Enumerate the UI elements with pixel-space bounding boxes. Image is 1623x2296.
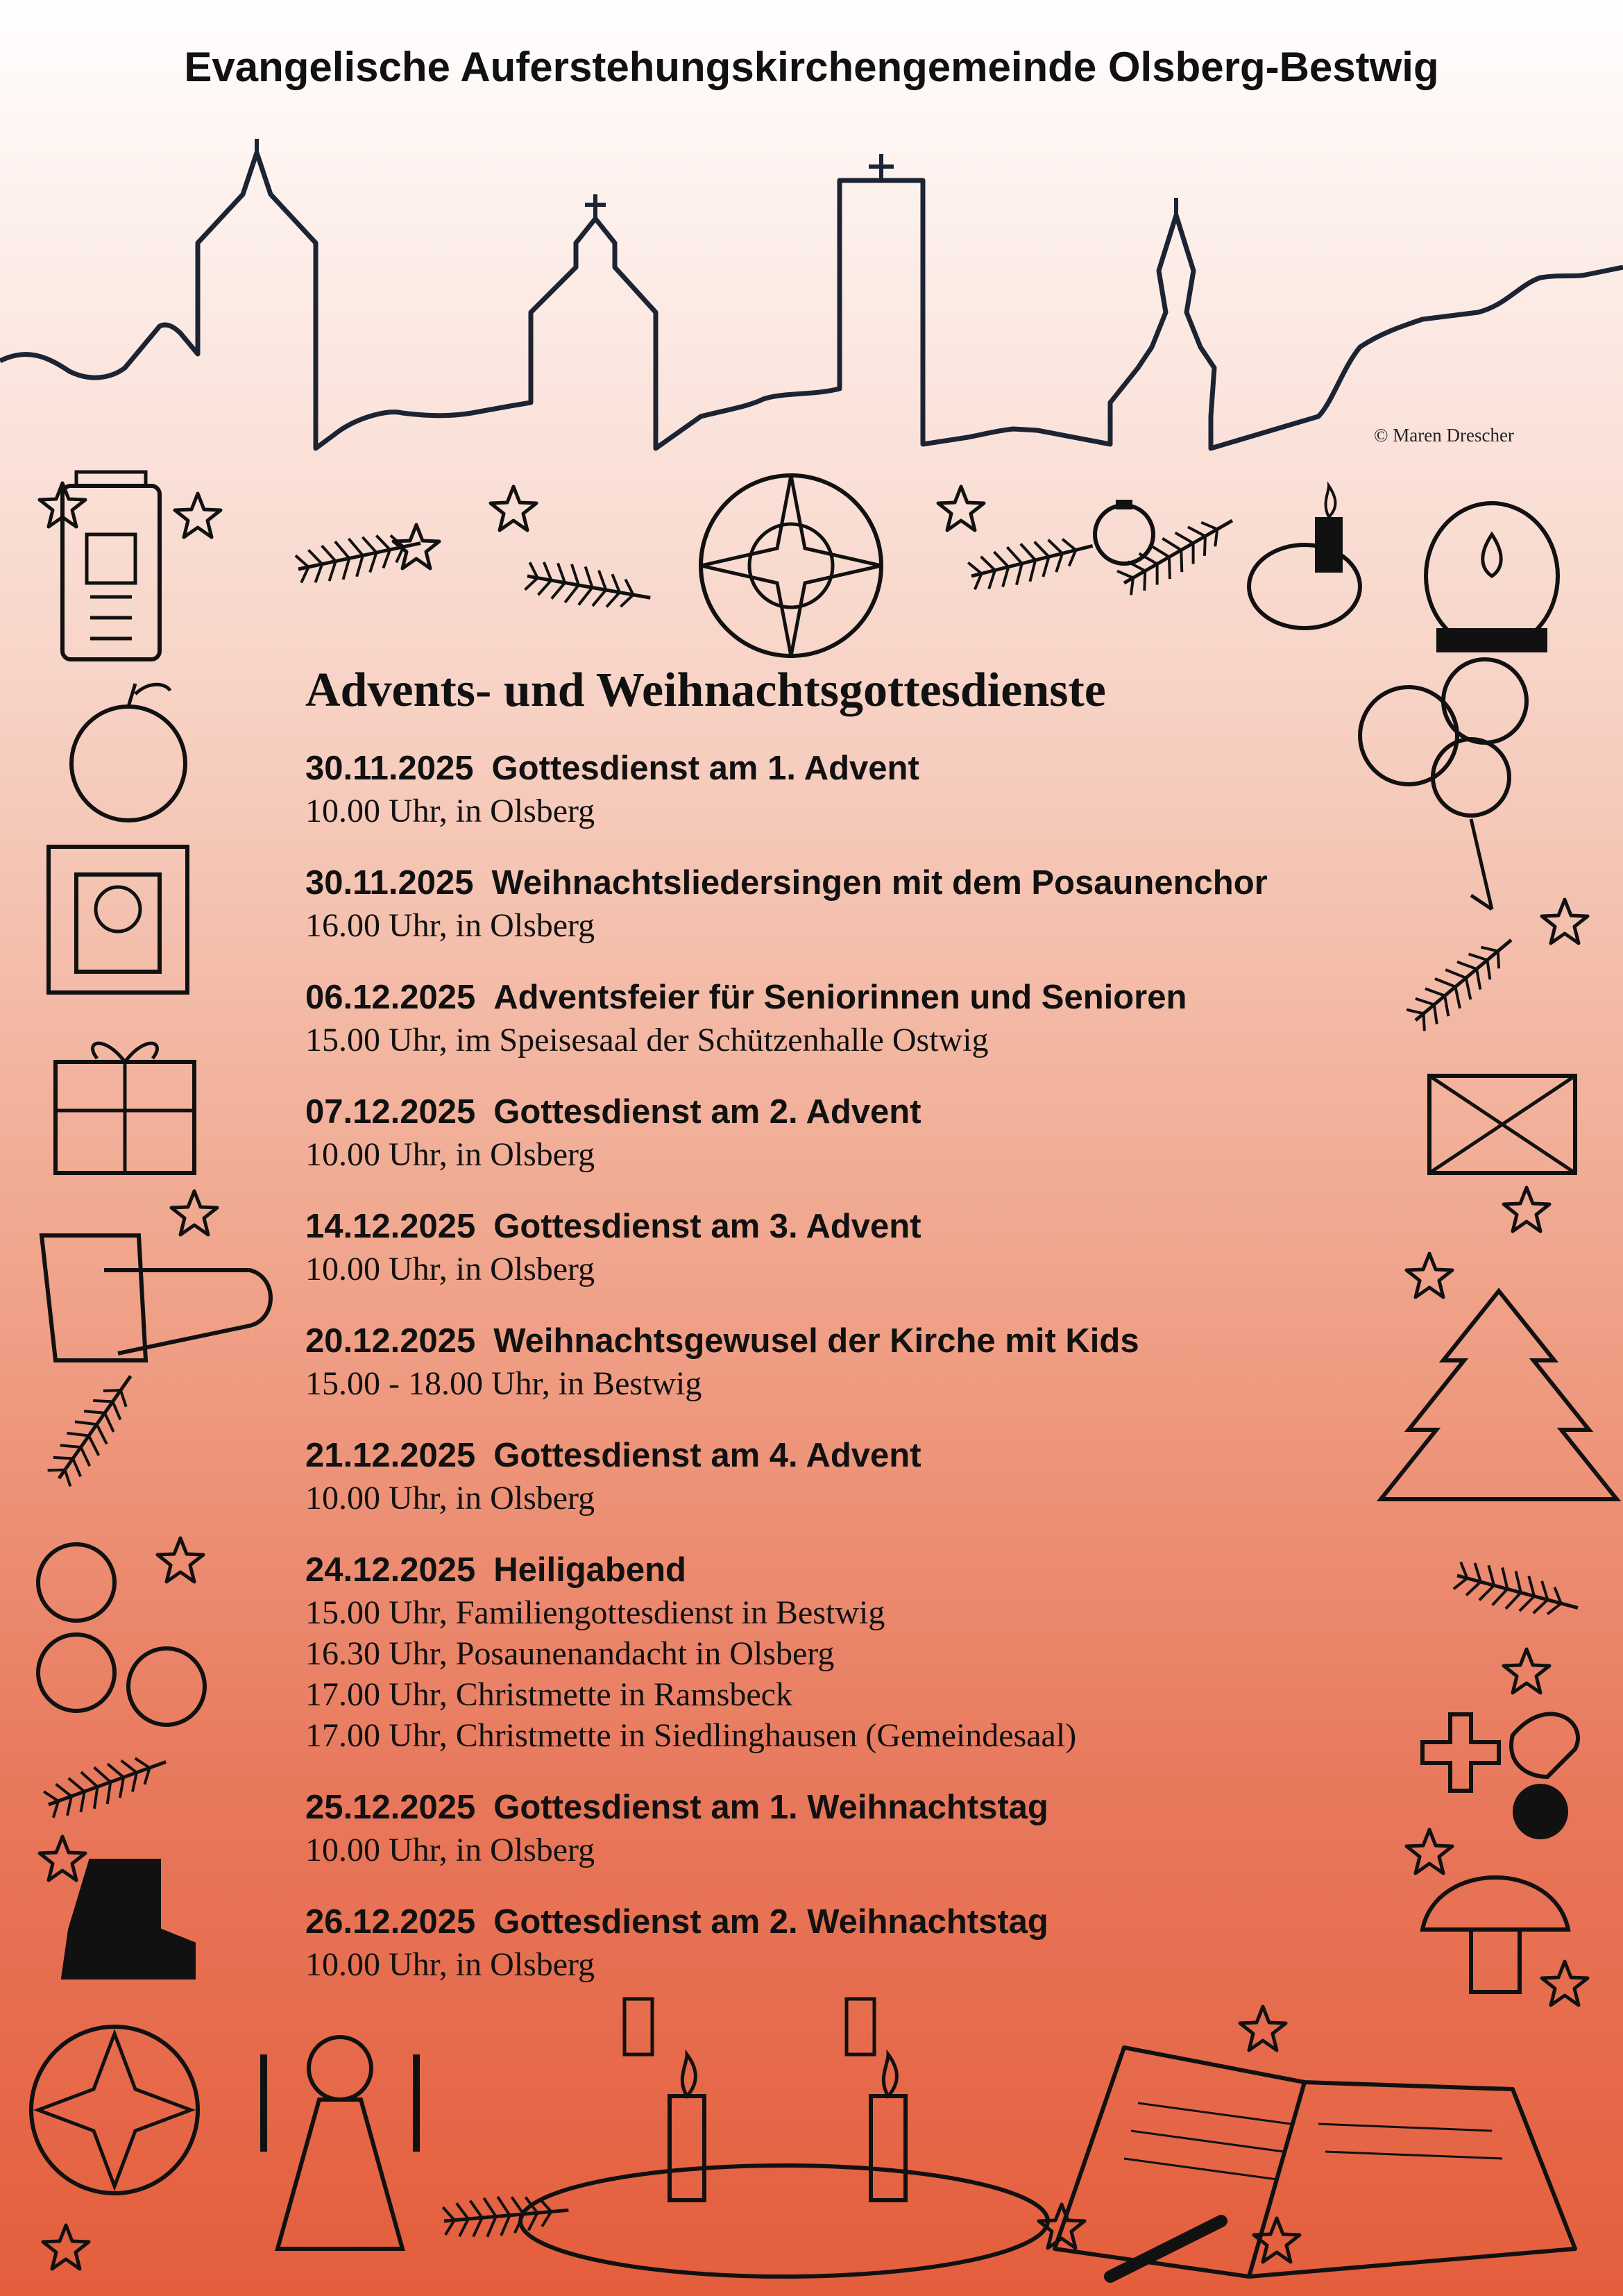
star-icon — [171, 1191, 217, 1235]
schedule-title: Advents- und Weihnachtsgottesdienste — [305, 664, 1106, 717]
event-heading — [305, 1548, 1416, 1592]
star-icon — [1504, 1188, 1549, 1231]
advent-wreath-icon — [520, 1999, 1048, 2277]
event-time-location: 10.00 Uhr, in Olsberg — [305, 1136, 595, 1173]
mushroom-icon — [1422, 1877, 1568, 1992]
event-date: 14.12.2025 — [305, 1208, 476, 1245]
fir-branch-icon — [524, 557, 654, 616]
star-icon — [158, 1538, 203, 1582]
candle-icon — [1249, 486, 1360, 628]
event-time-location: 15.00 Uhr, Familiengottesdienst in Bestwig — [305, 1594, 885, 1631]
event-name: Gottesdienst am 2. Weihnachtstag — [493, 1903, 1048, 1941]
star-icon — [938, 487, 984, 530]
star-icon — [43, 2225, 89, 2269]
event-item — [305, 1785, 1416, 1871]
event-date: 07.12.2025 — [305, 1093, 476, 1131]
event-date: 21.12.2025 — [305, 1437, 476, 1474]
event-heading — [305, 746, 1416, 791]
fir-branch-icon — [1403, 925, 1524, 1036]
event-date: 30.11.2025 — [305, 750, 474, 787]
event-date: 30.11.2025 — [305, 864, 474, 902]
star-medallion-icon — [701, 475, 881, 656]
fir-branch-icon — [43, 1365, 146, 1489]
event-date: 06.12.2025 — [305, 979, 476, 1016]
service-schedule — [305, 663, 1416, 2014]
star-icon — [1254, 2218, 1300, 2262]
event-name: Gottesdienst am 4. Advent — [493, 1437, 921, 1474]
fir-branch-icon — [1114, 504, 1242, 600]
fir-branch-icon — [967, 527, 1097, 595]
star-icon — [1039, 2204, 1085, 2248]
star-medallion-icon — [31, 2027, 198, 2193]
event-name: Gottesdienst am 3. Advent — [493, 1208, 921, 1245]
event-name: Adventsfeier für Seniorinnen und Senioren — [493, 979, 1187, 1016]
event-item — [305, 861, 1416, 946]
event-heading — [305, 1900, 1416, 1944]
copyright-credit: © Maren Drescher — [1374, 425, 1514, 446]
fir-branch-icon — [42, 1744, 172, 1823]
star-icon — [40, 1837, 85, 1880]
event-name: Gottesdienst am 1. Advent — [491, 750, 919, 787]
event-heading — [305, 1785, 1416, 1830]
event-item — [305, 1433, 1416, 1519]
star-icon — [175, 493, 221, 537]
event-heading — [305, 861, 1416, 905]
nutcracker-icon — [62, 472, 160, 659]
event-date: 26.12.2025 — [305, 1903, 476, 1941]
event-time-location: 10.00 Uhr, in Olsberg — [305, 1946, 595, 1983]
event-time-location: 17.00 Uhr, Christmette in Siedlinghausen (Gemeindesaal) — [305, 1717, 1077, 1754]
songbook-icon — [1055, 2048, 1575, 2277]
star-icon — [393, 525, 439, 568]
event-list — [305, 746, 1416, 1985]
gift-icon — [1429, 1076, 1575, 1173]
star-icon — [1504, 1649, 1549, 1693]
event-heading — [305, 975, 1416, 1020]
star-icon — [1542, 1961, 1588, 2005]
event-time-location: 10.00 Uhr, in Olsberg — [305, 1480, 595, 1517]
star-icon — [491, 487, 536, 530]
event-item — [305, 746, 1416, 832]
event-item — [305, 1090, 1416, 1175]
fir-branch-icon — [443, 2191, 570, 2240]
event-heading — [305, 1204, 1416, 1249]
event-name: Heiligabend — [493, 1551, 686, 1589]
bauble-icon — [1095, 500, 1153, 564]
event-date: 20.12.2025 — [305, 1322, 476, 1360]
event-name: Gottesdienst am 2. Advent — [493, 1093, 921, 1131]
event-heading — [305, 1090, 1416, 1134]
event-item — [305, 975, 1416, 1061]
event-time-location: 10.00 Uhr, in Olsberg — [305, 1251, 595, 1288]
cookie-icon — [1422, 1714, 1578, 1839]
event-item — [305, 1204, 1416, 1290]
page-title: Evangelische Auferstehungskirchengemeinde Olsberg-Bestwig — [184, 44, 1439, 90]
apple-icon — [71, 684, 185, 820]
boot-icon — [62, 1860, 194, 1978]
angel-icon — [264, 2037, 416, 2249]
event-name: Weihnachtsliedersingen mit dem Posaunenchor — [491, 864, 1268, 902]
event-time-location: 15.00 Uhr, im Speisesaal der Schützenhalle Ostwig — [305, 1022, 989, 1058]
event-time-location: 10.00 Uhr, in Olsberg — [305, 1832, 595, 1868]
lantern-icon — [1426, 503, 1558, 652]
star-icon — [1542, 900, 1588, 943]
bauble-icon — [38, 1544, 205, 1725]
event-time-location: 16.00 Uhr, in Olsberg — [305, 907, 595, 944]
fir-branch-icon — [1452, 1557, 1583, 1627]
fir-branch-icon — [294, 524, 425, 588]
event-date: 24.12.2025 — [305, 1551, 476, 1589]
event-item — [305, 1548, 1416, 1756]
event-item — [305, 1319, 1416, 1404]
gift-icon — [56, 1043, 194, 1173]
church-skyline-drawing — [0, 139, 1623, 458]
event-time-location: 10.00 Uhr, in Olsberg — [305, 793, 595, 829]
event-name: Gottesdienst am 1. Weihnachtstag — [493, 1789, 1048, 1826]
lantern-icon — [49, 847, 187, 993]
event-name: Weihnachtsgewusel der Kirche mit Kids — [493, 1322, 1139, 1360]
event-date: 25.12.2025 — [305, 1789, 476, 1826]
star-icon — [40, 483, 85, 527]
event-heading — [305, 1433, 1416, 1478]
event-time-location: 16.30 Uhr, Posaunenandacht in Olsberg — [305, 1635, 835, 1672]
event-time-location: 17.00 Uhr, Christmette in Ramsbeck — [305, 1676, 792, 1713]
mittens-icon — [42, 1235, 271, 1360]
event-time-location: 15.00 - 18.00 Uhr, in Bestwig — [305, 1365, 702, 1402]
event-heading — [305, 1319, 1416, 1363]
christmas-tree-icon — [1381, 1291, 1617, 1499]
event-item — [305, 1900, 1416, 1985]
